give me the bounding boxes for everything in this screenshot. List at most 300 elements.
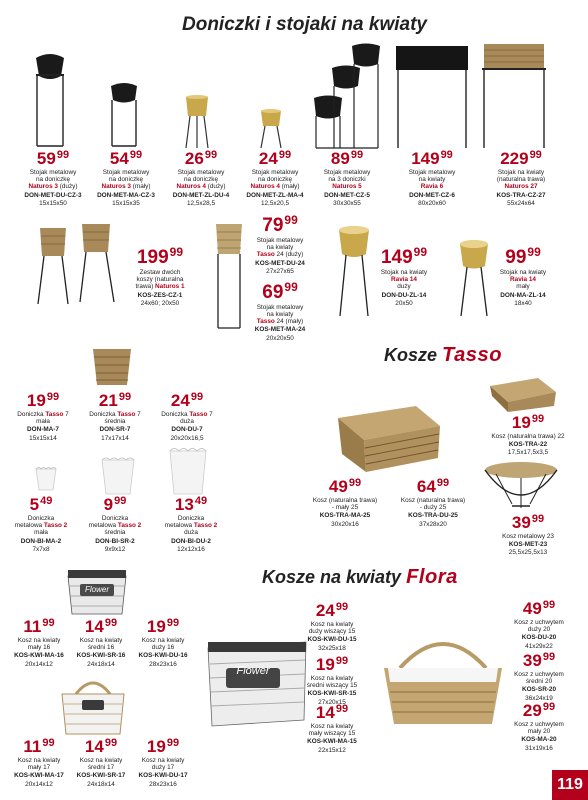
price-zl: 39 bbox=[522, 651, 542, 670]
desc-text: Doniczka bbox=[17, 411, 44, 418]
product-desc bbox=[392, 169, 472, 191]
price-zl: 149 bbox=[411, 149, 440, 168]
product-dims: 27x20x15 bbox=[318, 698, 346, 706]
price-gr: 99 bbox=[190, 391, 204, 403]
product-card bbox=[490, 514, 566, 557]
price bbox=[300, 656, 364, 673]
product-card bbox=[70, 738, 132, 788]
price bbox=[300, 602, 364, 619]
desc-line bbox=[156, 522, 226, 529]
price-zl: 13 bbox=[174, 495, 194, 514]
product-dims: 20x20x16,5 bbox=[170, 434, 204, 442]
product-card bbox=[82, 496, 148, 553]
product-desc bbox=[508, 671, 570, 685]
product-desc bbox=[490, 269, 556, 291]
desc-line: duża bbox=[184, 529, 198, 537]
price bbox=[132, 618, 194, 635]
desc-line: Kosz (naturalna trawa) bbox=[312, 497, 378, 504]
product-desc bbox=[312, 169, 382, 191]
price bbox=[244, 214, 316, 235]
product-card bbox=[80, 392, 150, 442]
product-dims: 9x9x12 bbox=[104, 545, 126, 553]
product-desc: Kosz metalowy 23 bbox=[502, 533, 554, 540]
product-image-ravia14-small bbox=[456, 236, 492, 318]
price bbox=[236, 150, 314, 167]
product-card bbox=[156, 496, 226, 553]
product-dims: 80x20x60 bbox=[418, 199, 446, 207]
price-gr: 99 bbox=[531, 413, 545, 425]
series-name: Naturos 4 bbox=[250, 183, 280, 191]
basket-label-flower: Flower bbox=[236, 665, 270, 677]
product-dims: 24x60; 20x50 bbox=[140, 299, 180, 307]
price-zl: 5 bbox=[29, 495, 40, 514]
product-card bbox=[8, 618, 70, 668]
series-suffix: 24 (duży) bbox=[274, 251, 304, 259]
price bbox=[70, 618, 132, 635]
product-desc bbox=[8, 757, 70, 771]
price-gr: 99 bbox=[129, 149, 143, 161]
product-desc bbox=[300, 497, 390, 511]
desc-line bbox=[10, 522, 72, 529]
product-code: DON-MET-ZL-MA-4 bbox=[246, 191, 304, 199]
product-image-flora15-basket bbox=[202, 628, 312, 728]
price-zl: 19 bbox=[511, 413, 531, 432]
desc-line: Kosz z uchwytem bbox=[514, 671, 564, 678]
product-dims: 20x14x12 bbox=[25, 660, 53, 668]
price bbox=[8, 618, 70, 635]
desc-line bbox=[88, 183, 164, 190]
price-gr: 99 bbox=[166, 617, 180, 629]
desc-line: mały bbox=[516, 283, 530, 291]
product-card bbox=[490, 246, 556, 307]
product-card bbox=[152, 392, 222, 442]
product-dims: 31x19x16 bbox=[525, 744, 553, 752]
price-zl: 14 bbox=[315, 703, 335, 722]
product-code: DON-BI-DU-2 bbox=[171, 537, 211, 545]
price bbox=[80, 392, 150, 409]
series-name: Naturos 3 bbox=[28, 183, 58, 191]
desc-line: Stojak na kwiaty bbox=[499, 269, 547, 276]
product-code: KOS-MET-MA-24 bbox=[254, 326, 306, 334]
product-image-tasso2-pot-small bbox=[34, 466, 58, 492]
product-desc bbox=[80, 411, 150, 425]
desc-text: Doniczka bbox=[89, 411, 116, 418]
section-title-brand: Flora bbox=[406, 566, 458, 588]
desc-line: na doniczkę bbox=[257, 176, 293, 184]
product-code: KOS-DU-20 bbox=[521, 634, 557, 642]
desc-line: Stojak metalowy bbox=[323, 169, 371, 176]
price-zl: 99 bbox=[505, 247, 527, 268]
product-desc bbox=[480, 169, 562, 191]
price bbox=[508, 652, 570, 669]
product-dims: 20x50 bbox=[395, 299, 413, 307]
product-dims: 32x25x18 bbox=[318, 644, 346, 652]
product-code: KOS-KWI-MA-15 bbox=[307, 738, 357, 746]
price-zl: 229 bbox=[500, 149, 529, 168]
product-desc bbox=[70, 757, 132, 771]
desc-line: duży 20 bbox=[527, 626, 551, 634]
price-gr: 99 bbox=[284, 279, 298, 294]
price bbox=[312, 150, 382, 167]
desc-text: Doniczka bbox=[161, 411, 188, 418]
price-zl: 11 bbox=[23, 737, 42, 756]
desc-line: średni 16 bbox=[87, 644, 115, 652]
product-image-naturos27 bbox=[478, 42, 550, 150]
product-image-tasso-basket22 bbox=[486, 374, 558, 414]
price-gr: 99 bbox=[335, 601, 349, 613]
product-card bbox=[372, 246, 436, 307]
product-card bbox=[132, 738, 194, 788]
product-code: KOS-TRA-22 bbox=[508, 441, 548, 449]
product-desc bbox=[8, 637, 70, 651]
desc-line: (naturalna trawa) bbox=[496, 176, 546, 184]
product-desc bbox=[88, 169, 164, 191]
desc-line: Kosz na kwiaty bbox=[79, 757, 123, 764]
product-image-flora20-basket bbox=[378, 628, 508, 728]
series-name: Naturos 27 bbox=[504, 183, 538, 191]
product-desc bbox=[162, 169, 240, 191]
series-suffix: (duży) bbox=[57, 183, 78, 191]
product-card bbox=[8, 150, 98, 207]
desc-line: Kosz z uchwytem bbox=[514, 619, 564, 626]
series-name: Tasso 2 bbox=[193, 522, 218, 530]
desc-line: średni 20 bbox=[525, 678, 553, 686]
desc-line bbox=[244, 318, 316, 325]
product-image-naturos3-large bbox=[30, 52, 70, 148]
desc-line: średnia bbox=[104, 418, 126, 426]
price-gr: 99 bbox=[104, 617, 118, 629]
price-gr: 49 bbox=[40, 495, 53, 507]
product-code: DON-MA-7 bbox=[27, 426, 59, 434]
product-dims: 15x15x35 bbox=[112, 199, 140, 207]
price bbox=[162, 150, 240, 167]
desc-line: Stojak metalowy bbox=[177, 169, 225, 176]
product-code: KOS-SR-20 bbox=[521, 686, 557, 694]
price-zl: 14 bbox=[84, 737, 104, 756]
desc-text: metalowa bbox=[88, 522, 117, 530]
desc-line: Stojak metalowy bbox=[29, 169, 77, 176]
product-dims: 7x7x8 bbox=[32, 545, 50, 553]
series-name: Ravia 14 bbox=[510, 276, 536, 284]
product-desc bbox=[8, 411, 78, 425]
price-gr: 99 bbox=[42, 737, 55, 749]
desc-line: Stojak metalowy bbox=[102, 169, 150, 176]
desc-line: mała bbox=[34, 529, 48, 537]
price-zl: 19 bbox=[146, 737, 166, 756]
product-code: KOS-KWI-MA-17 bbox=[14, 772, 64, 780]
price-zl: 9 bbox=[103, 495, 114, 514]
price bbox=[392, 150, 472, 167]
product-dims: 22x15x12 bbox=[318, 746, 346, 754]
desc-line: duży wiszący 15 bbox=[308, 628, 356, 636]
product-desc bbox=[10, 515, 72, 537]
product-desc bbox=[508, 619, 570, 633]
product-desc bbox=[300, 675, 364, 689]
product-card bbox=[392, 150, 472, 207]
series-name: Naturos 1 bbox=[155, 283, 185, 291]
series-name: Tasso bbox=[256, 318, 275, 326]
price-zl: 79 bbox=[262, 215, 284, 236]
product-card bbox=[508, 600, 570, 650]
price bbox=[8, 392, 78, 409]
section-title-tasso bbox=[384, 344, 502, 367]
product-card bbox=[70, 618, 132, 668]
product-code: KOS-MET-23 bbox=[508, 541, 548, 549]
series-suffix: 7 bbox=[207, 411, 213, 418]
price-zl: 39 bbox=[511, 513, 531, 532]
desc-line: średnia bbox=[104, 529, 126, 537]
product-code: DON-DU-7 bbox=[171, 426, 203, 434]
price-zl: 26 bbox=[184, 149, 204, 168]
product-desc bbox=[300, 621, 364, 635]
product-dims: 15x15x50 bbox=[39, 199, 67, 207]
product-image-naturos3-small bbox=[107, 82, 141, 148]
desc-line: mały 16 bbox=[27, 644, 51, 652]
product-card bbox=[118, 246, 202, 307]
series-suffix: (mały) bbox=[279, 183, 300, 191]
product-desc bbox=[70, 637, 132, 651]
price bbox=[482, 414, 574, 431]
price bbox=[10, 496, 72, 513]
product-dims: 41x29x22 bbox=[525, 642, 553, 650]
price-gr: 99 bbox=[335, 655, 349, 667]
price-gr: 99 bbox=[118, 391, 132, 403]
desc-line: - mały 25 bbox=[331, 504, 359, 512]
price-gr: 99 bbox=[104, 737, 118, 749]
price-gr: 99 bbox=[166, 737, 180, 749]
desc-line: Kosz na kwiaty bbox=[17, 757, 61, 764]
product-dims: 24x18x14 bbox=[87, 780, 115, 788]
product-image-naturos5 bbox=[310, 42, 384, 150]
product-desc bbox=[156, 515, 226, 537]
desc-line: Doniczka bbox=[177, 515, 205, 522]
product-dims: 17x17x14 bbox=[101, 434, 129, 442]
price bbox=[372, 246, 436, 267]
desc-line: koszy (naturalna bbox=[136, 276, 184, 284]
desc-line bbox=[118, 283, 202, 290]
product-image-tasso24 bbox=[212, 218, 246, 330]
desc-line bbox=[80, 411, 150, 418]
series-name: Naturos 5 bbox=[332, 183, 362, 191]
product-code: KOS-MA-20 bbox=[521, 736, 557, 744]
product-card bbox=[10, 496, 72, 553]
series-name: Tasso 2 bbox=[117, 522, 142, 530]
desc-line: - duży 25 bbox=[419, 504, 447, 512]
product-code: KOS-MET-DU-24 bbox=[255, 259, 305, 267]
desc-line: Stojak metalowy bbox=[256, 237, 304, 244]
desc-line: Zestaw dwóch bbox=[139, 269, 181, 276]
series-name: Tasso bbox=[189, 411, 208, 418]
product-code: KOS-KWI-DU-15 bbox=[307, 636, 357, 644]
product-dims: 28x23x16 bbox=[149, 660, 177, 668]
product-desc bbox=[300, 723, 364, 737]
price bbox=[490, 246, 556, 267]
section-title-flora bbox=[262, 566, 458, 589]
price-gr: 99 bbox=[542, 701, 556, 713]
product-desc bbox=[236, 169, 314, 191]
product-desc bbox=[82, 515, 148, 537]
product-card bbox=[8, 392, 78, 442]
series-name: Tasso bbox=[117, 411, 136, 418]
price-gr: 99 bbox=[440, 149, 453, 161]
desc-line: mały 17 bbox=[27, 764, 51, 772]
product-dims: 37x28x20 bbox=[419, 520, 447, 528]
product-code: KOS-TRA-DU-25 bbox=[408, 512, 458, 520]
product-code: KOS-TRA-CZ-27 bbox=[496, 191, 546, 199]
product-dims: 24x18x14 bbox=[87, 660, 115, 668]
price-gr: 99 bbox=[436, 477, 450, 489]
product-code: KOS-TRA-MA-25 bbox=[319, 512, 371, 520]
desc-text: metalowa bbox=[164, 522, 193, 530]
product-dims: 28x23x16 bbox=[149, 780, 177, 788]
desc-line: Stojak metalowy bbox=[256, 303, 304, 311]
price-zl: 89 bbox=[330, 149, 350, 168]
desc-line: na kwiaty bbox=[418, 176, 446, 184]
product-image-tasso2-pot-large bbox=[168, 446, 208, 496]
product-code: DON-SR-7 bbox=[99, 426, 131, 434]
price-gr: 99 bbox=[114, 495, 127, 507]
price bbox=[132, 738, 194, 755]
desc-line bbox=[244, 251, 316, 258]
price-zl: 24 bbox=[315, 601, 335, 620]
price-zl: 59 bbox=[36, 149, 56, 168]
product-dims: 17,5x17,5x3,5 bbox=[507, 449, 549, 457]
product-desc bbox=[508, 721, 570, 735]
desc-line: na doniczkę bbox=[108, 176, 144, 184]
price-zl: 54 bbox=[109, 149, 129, 168]
price-gr: 99 bbox=[42, 617, 55, 629]
product-card bbox=[236, 150, 314, 207]
price-gr: 99 bbox=[413, 245, 428, 259]
product-desc bbox=[244, 237, 316, 259]
product-desc bbox=[132, 757, 194, 771]
product-dims: 27x27x65 bbox=[266, 267, 294, 275]
series-name: Naturos 3 bbox=[101, 183, 131, 191]
product-image-tasso-basket23 bbox=[482, 460, 560, 514]
desc-line: średni wiszący 15 bbox=[306, 682, 358, 690]
product-image-ravia6 bbox=[392, 42, 472, 150]
desc-line: Kosz na kwiaty bbox=[141, 637, 185, 644]
product-code: DON-BI-MA-2 bbox=[20, 537, 62, 545]
series-suffix: 7 bbox=[63, 411, 69, 418]
price-zl: 49 bbox=[522, 599, 542, 618]
price-gr: 99 bbox=[348, 477, 362, 489]
series-name: Tasso 2 bbox=[43, 522, 68, 530]
series-name: Ravia 6 bbox=[420, 183, 444, 191]
desc-line: Doniczka bbox=[27, 515, 55, 522]
price-gr: 99 bbox=[529, 149, 542, 161]
product-dims: 36x24x19 bbox=[525, 694, 553, 702]
section-title-prefix: Kosze na kwiaty bbox=[262, 567, 402, 587]
price bbox=[300, 704, 364, 721]
desc-line: Stojak na kwiaty bbox=[497, 169, 545, 176]
price bbox=[82, 496, 148, 513]
product-image-tasso2-pot-medium bbox=[100, 456, 136, 496]
desc-line bbox=[82, 522, 148, 529]
product-desc bbox=[118, 269, 202, 291]
price bbox=[244, 281, 316, 302]
price bbox=[156, 496, 226, 513]
product-dims: 18x40 bbox=[514, 299, 532, 307]
price bbox=[8, 150, 98, 167]
product-image-flora17-basket bbox=[58, 676, 128, 736]
product-dims: 20x14x12 bbox=[25, 780, 53, 788]
product-desc bbox=[152, 411, 222, 425]
desc-line bbox=[8, 183, 98, 190]
desc-line: duży 16 bbox=[151, 644, 175, 652]
product-card bbox=[244, 214, 316, 342]
product-card bbox=[480, 150, 562, 207]
price-gr: 99 bbox=[531, 513, 545, 525]
product-desc bbox=[8, 169, 98, 191]
product-card bbox=[300, 704, 364, 754]
desc-line: Kosz z uchwytem bbox=[514, 721, 564, 728]
price-zl: 19 bbox=[146, 617, 166, 636]
product-code: KOS-KWI-DU-17 bbox=[138, 772, 188, 780]
product-card bbox=[508, 652, 570, 702]
product-dims: 12,5x28,5 bbox=[186, 199, 216, 207]
desc-line: na 3 doniczki bbox=[328, 176, 366, 184]
price-zl: 14 bbox=[84, 617, 104, 636]
series-name: Tasso bbox=[45, 411, 64, 418]
desc-line: mały wiszący 15 bbox=[308, 730, 356, 738]
price-zl: 69 bbox=[262, 281, 284, 303]
product-code: DON-MET-CZ-5 bbox=[324, 191, 370, 199]
section-title-brand: Tasso bbox=[442, 344, 503, 366]
product-dims: 20x20x50 bbox=[266, 334, 294, 342]
desc-text: metalowa bbox=[14, 522, 43, 530]
desc-line: na doniczkę bbox=[35, 176, 71, 184]
product-desc bbox=[132, 637, 194, 651]
product-code: DON-MET-MA-CZ-3 bbox=[97, 191, 155, 199]
desc-line bbox=[152, 411, 222, 418]
price-gr: 49 bbox=[194, 495, 208, 507]
price-zl: 29 bbox=[522, 701, 542, 720]
product-dims: 55x24x64 bbox=[507, 199, 535, 207]
product-image-naturos4-small bbox=[258, 108, 284, 150]
product-card bbox=[162, 150, 240, 207]
product-image-tasso-basket-rect bbox=[334, 396, 444, 474]
price-zl: 149 bbox=[380, 247, 413, 268]
desc-line: na kwiaty bbox=[266, 244, 294, 252]
product-code: DON-BI-SR-2 bbox=[95, 537, 135, 545]
product-code: KOS-KWI-SR-16 bbox=[76, 652, 126, 660]
series-suffix: (duży) bbox=[205, 183, 226, 191]
product-card bbox=[312, 150, 382, 207]
product-card bbox=[8, 738, 70, 788]
product-desc bbox=[372, 269, 436, 291]
price-gr: 99 bbox=[56, 149, 70, 161]
product-dims: 30x20x16 bbox=[331, 520, 359, 528]
price-zl: 21 bbox=[98, 391, 118, 410]
product-card bbox=[388, 478, 478, 528]
product-card bbox=[300, 656, 364, 706]
desc-line bbox=[162, 183, 240, 190]
price-zl: 24 bbox=[258, 149, 278, 168]
desc-line: średni 17 bbox=[87, 764, 115, 772]
product-desc bbox=[244, 304, 316, 326]
product-code: KOS-KWI-SR-15 bbox=[307, 690, 357, 698]
product-image-naturos1-set bbox=[32, 222, 122, 306]
product-card bbox=[508, 702, 570, 752]
page-number: 119 bbox=[552, 770, 588, 800]
price-zl: 11 bbox=[23, 617, 42, 636]
price-gr: 99 bbox=[204, 149, 218, 161]
desc-line: mała bbox=[36, 418, 50, 426]
desc-line: na doniczkę bbox=[183, 176, 219, 184]
price-gr: 99 bbox=[284, 213, 298, 227]
desc-line bbox=[236, 183, 314, 190]
